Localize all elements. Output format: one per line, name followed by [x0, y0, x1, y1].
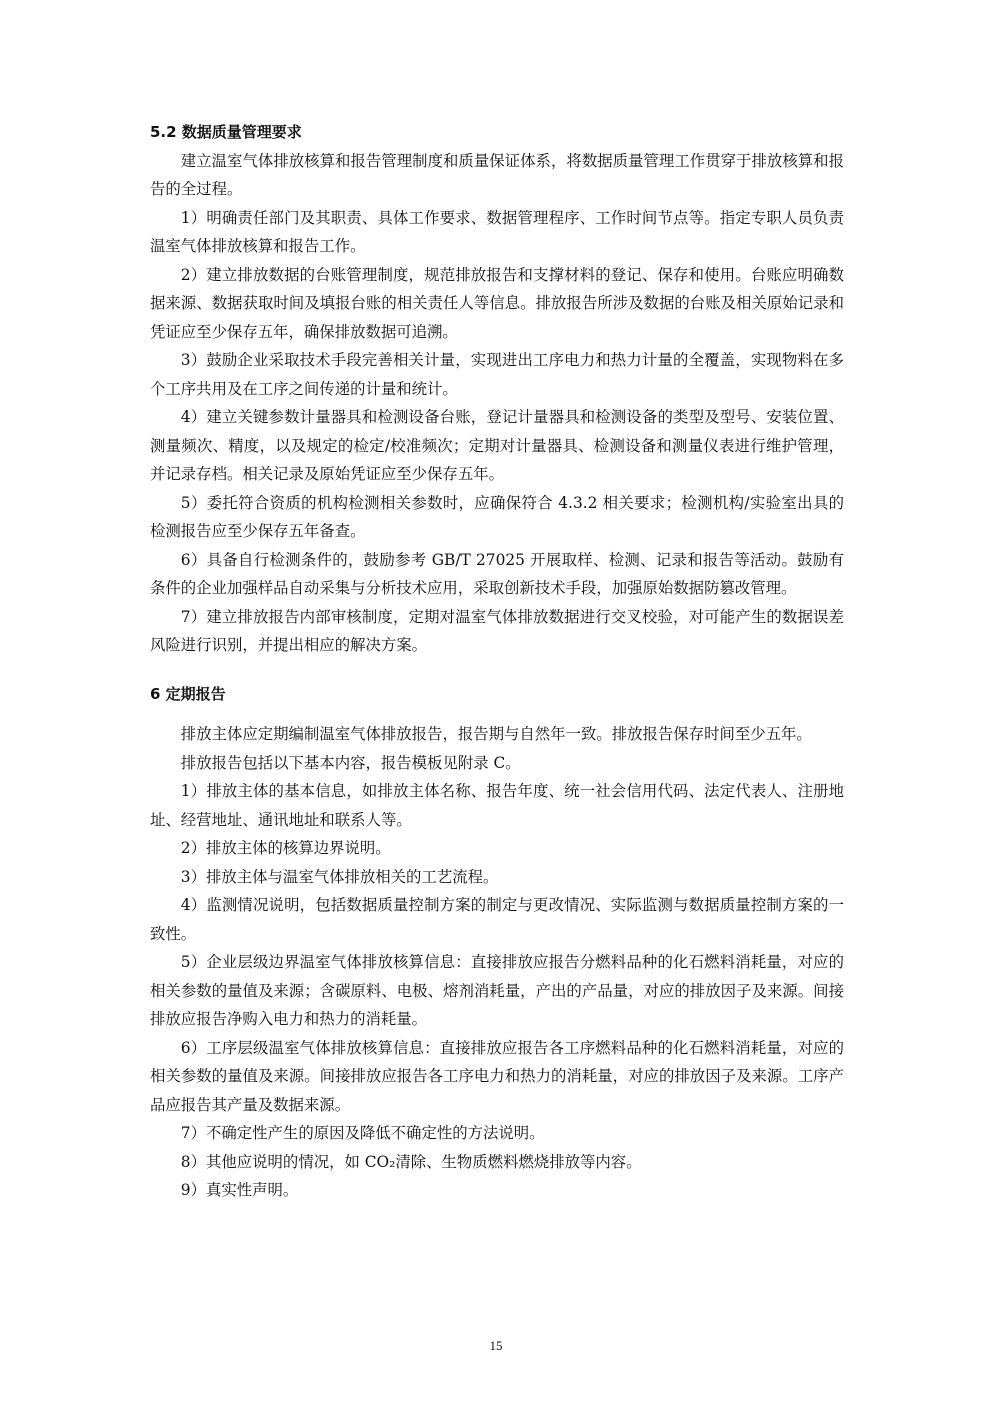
section-5-2-heading: 5.2 数据质量管理要求 — [150, 123, 302, 141]
list-item: 5）企业层级边界温室气体排放核算信息：直接排放应报告分燃料品种的化石燃料消耗量，对应的相关参数的量值及来源；含碳原料、电极、熔剂消耗量，产出的产品量，对应的排放因子及来源。间接排放应报告净购入电力和热力的消耗量。 — [150, 953, 844, 1028]
list-item: 3）鼓励企业采取技术手段完善相关计量，实现进出工序电力和热力计量的全覆盖，实现物料在多个工序共用及在工序之间传递的计量和统计。 — [150, 351, 844, 398]
list-item: 1）排放主体的基本信息，如排放主体名称、报告年度、统一社会信用代码、法定代表人、注册地址、经营地址、通讯地址和联系人等。 — [150, 782, 844, 829]
list-item: 6）工序层级温室气体排放核算信息：直接排放应报告各工序燃料品种的化石燃料消耗量，对应的相关参数的量值及来源。间接排放应报告各工序电力和热力的消耗量，对应的排放因子及来源。工序产品应报告其产量及数据来源。 — [150, 1038, 844, 1114]
list-item: 6）具备自行检测条件的，鼓励参考 GB/T 27025 开展取样、检测、记录和报告等活动。鼓励有条件的企业加强样品自动采集与分析技术应用，采取创新技术手段，加强原始数据防篡改管理。 — [150, 550, 844, 597]
list-item: 4）建立关键参数计量器具和检测设备台账，登记计量器具和检测设备的类型及型号、安装位置、测量频次、精度，以及规定的检定/校准频次；定期对计量器具、检测设备和测量仪表进行维护管理，并记录存档。相关记录及原始凭证应至少保存五年。 — [150, 408, 844, 483]
list-item: 7）不确定性产生的原因及降低不确定性的方法说明。 — [180, 1124, 545, 1142]
list-item: 5）委托符合资质的机构检测相关参数时，应确保符合 4.3.2 相关要求；检测机构/实验室出具的检测报告应至少保存五年备查。 — [150, 493, 844, 540]
list-item: 1）明确责任部门及其职责、具体工作要求、数据管理程序、工作时间节点等。指定专职人员负责温室气体排放核算和报告工作。 — [150, 208, 844, 255]
paragraph: 排放报告包括以下基本内容，报告模板见附录 C。 — [180, 753, 521, 772]
list-item: 7）建立排放报告内部审核制度，定期对温室气体排放数据进行交叉校验，对可能产生的数据误差风险进行识别，并提出相应的解决方案。 — [150, 607, 844, 654]
section-6-heading: 6 定期报告 — [150, 684, 226, 703]
paragraph: 排放主体应定期编制温室气体排放报告，报告期与自然年一致。排放报告保存时间至少五年。 — [180, 725, 812, 743]
list-item: 9）真实性声明。 — [180, 1181, 299, 1199]
paragraph: 建立温室气体排放核算和报告管理制度和质量保证体系，将数据质量管理工作贯穿于排放核算和报告的全过程。 — [150, 151, 844, 198]
document-page — [150, 118, 844, 1205]
list-item: 4）监测情况说明，包括数据质量控制方案的制定与更改情况、实际监测与数据质量控制方案的一致性。 — [150, 896, 844, 943]
list-item: 3）排放主体与温室气体排放相关的工艺流程。 — [180, 867, 499, 886]
page-number: 15 — [489, 1338, 503, 1353]
list-item: 2）排放主体的核算边界说明。 — [180, 839, 391, 857]
list-item: 2）建立排放数据的台账管理制度，规范排放报告和支撑材料的登记、保存和使用。台账应明确数据来源、数据获取时间及填报台账的相关责任人等信息。排放报告所涉及数据的台账及相关原始记录和凭证应至少保存五年，确保排放数据可追溯。 — [150, 265, 844, 341]
list-item: 8）其他应说明的情况，如 CO₂清除、生物质燃料燃烧排放等内容。 — [180, 1152, 642, 1171]
